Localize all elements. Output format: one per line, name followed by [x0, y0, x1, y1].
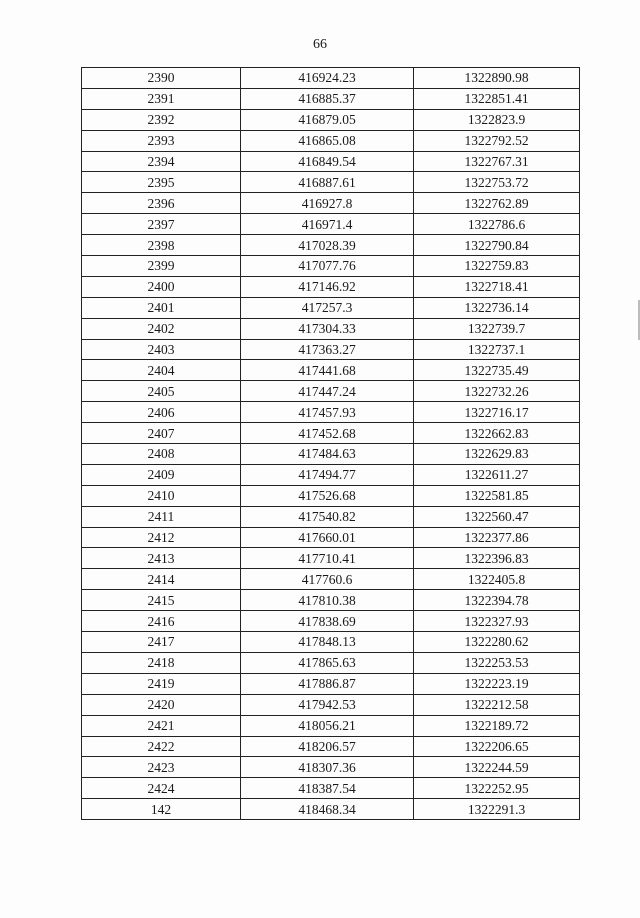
- y-coordinate-cell: 1322581.85: [414, 485, 580, 506]
- x-coordinate-cell: 417257.3: [241, 297, 414, 318]
- table-row: [82, 569, 580, 590]
- table-row: [82, 318, 580, 339]
- x-coordinate-cell: 417077.76: [241, 256, 414, 277]
- point-id-cell: 2414: [82, 569, 241, 590]
- x-coordinate-cell: 417810.38: [241, 590, 414, 611]
- x-coordinate-cell: 416927.8: [241, 193, 414, 214]
- point-id-cell: 2411: [82, 506, 241, 527]
- point-id-cell: 2416: [82, 611, 241, 632]
- point-id-cell: 2422: [82, 736, 241, 757]
- x-coordinate-cell: 417447.24: [241, 381, 414, 402]
- y-coordinate-cell: 1322327.93: [414, 611, 580, 632]
- table-row: [82, 297, 580, 318]
- y-coordinate-cell: 1322253.53: [414, 652, 580, 673]
- point-id-cell: 2406: [82, 402, 241, 423]
- table-row: [82, 632, 580, 653]
- point-id-cell: 2420: [82, 694, 241, 715]
- x-coordinate-cell: 417457.93: [241, 402, 414, 423]
- table-row: [82, 778, 580, 799]
- table-row: [82, 402, 580, 423]
- table-row: [82, 527, 580, 548]
- y-coordinate-cell: 1322762.89: [414, 193, 580, 214]
- point-id-cell: 2409: [82, 464, 241, 485]
- point-id-cell: 2393: [82, 130, 241, 151]
- y-coordinate-cell: 1322790.84: [414, 235, 580, 256]
- x-coordinate-cell: 416971.4: [241, 214, 414, 235]
- table-row: [82, 339, 580, 360]
- x-coordinate-cell: 417028.39: [241, 235, 414, 256]
- x-coordinate-cell: 416879.05: [241, 109, 414, 130]
- point-id-cell: 142: [82, 799, 241, 820]
- y-coordinate-cell: 1322786.6: [414, 214, 580, 235]
- y-coordinate-cell: 1322792.52: [414, 130, 580, 151]
- y-coordinate-cell: 1322890.98: [414, 68, 580, 89]
- x-coordinate-cell: 417942.53: [241, 694, 414, 715]
- point-id-cell: 2394: [82, 151, 241, 172]
- point-id-cell: 2403: [82, 339, 241, 360]
- table-row: [82, 109, 580, 130]
- x-coordinate-cell: 418056.21: [241, 715, 414, 736]
- y-coordinate-cell: 1322662.83: [414, 423, 580, 444]
- y-coordinate-cell: 1322737.1: [414, 339, 580, 360]
- y-coordinate-cell: 1322753.72: [414, 172, 580, 193]
- table-row: [82, 611, 580, 632]
- point-id-cell: 2396: [82, 193, 241, 214]
- table-row: [82, 88, 580, 109]
- coordinate-table-body: [82, 68, 580, 820]
- x-coordinate-cell: 418307.36: [241, 757, 414, 778]
- y-coordinate-cell: 1322629.83: [414, 444, 580, 465]
- y-coordinate-cell: 1322823.9: [414, 109, 580, 130]
- y-coordinate-cell: 1322280.62: [414, 632, 580, 653]
- x-coordinate-cell: 417760.6: [241, 569, 414, 590]
- table-row: [82, 444, 580, 465]
- point-id-cell: 2405: [82, 381, 241, 402]
- table-row: [82, 715, 580, 736]
- y-coordinate-cell: 1322739.7: [414, 318, 580, 339]
- point-id-cell: 2413: [82, 548, 241, 569]
- x-coordinate-cell: 417441.68: [241, 360, 414, 381]
- point-id-cell: 2410: [82, 485, 241, 506]
- y-coordinate-cell: 1322405.8: [414, 569, 580, 590]
- x-coordinate-cell: 417660.01: [241, 527, 414, 548]
- table-row: [82, 381, 580, 402]
- table-row: [82, 193, 580, 214]
- x-coordinate-cell: 418206.57: [241, 736, 414, 757]
- point-id-cell: 2423: [82, 757, 241, 778]
- table-row: [82, 130, 580, 151]
- x-coordinate-cell: 417452.68: [241, 423, 414, 444]
- x-coordinate-cell: 417865.63: [241, 652, 414, 673]
- table-row: [82, 799, 580, 820]
- table-row: [82, 757, 580, 778]
- point-id-cell: 2390: [82, 68, 241, 89]
- table-row: [82, 652, 580, 673]
- y-coordinate-cell: 1322244.59: [414, 757, 580, 778]
- y-coordinate-cell: 1322394.78: [414, 590, 580, 611]
- table-row: [82, 256, 580, 277]
- x-coordinate-cell: 417848.13: [241, 632, 414, 653]
- table-row: [82, 172, 580, 193]
- x-coordinate-cell: 417484.63: [241, 444, 414, 465]
- point-id-cell: 2401: [82, 297, 241, 318]
- point-id-cell: 2412: [82, 527, 241, 548]
- point-id-cell: 2415: [82, 590, 241, 611]
- y-coordinate-cell: 1322736.14: [414, 297, 580, 318]
- table-row: [82, 214, 580, 235]
- table-row: [82, 548, 580, 569]
- y-coordinate-cell: 1322396.83: [414, 548, 580, 569]
- x-coordinate-cell: 416865.08: [241, 130, 414, 151]
- point-id-cell: 2417: [82, 632, 241, 653]
- x-coordinate-cell: 417304.33: [241, 318, 414, 339]
- point-id-cell: 2395: [82, 172, 241, 193]
- point-id-cell: 2399: [82, 256, 241, 277]
- table-row: [82, 506, 580, 527]
- y-coordinate-cell: 1322377.86: [414, 527, 580, 548]
- x-coordinate-cell: 418468.34: [241, 799, 414, 820]
- y-coordinate-cell: 1322206.65: [414, 736, 580, 757]
- table-row: [82, 423, 580, 444]
- point-id-cell: 2418: [82, 652, 241, 673]
- x-coordinate-cell: 417886.87: [241, 673, 414, 694]
- x-coordinate-cell: 417526.68: [241, 485, 414, 506]
- y-coordinate-cell: 1322189.72: [414, 715, 580, 736]
- point-id-cell: 2397: [82, 214, 241, 235]
- point-id-cell: 2392: [82, 109, 241, 130]
- table-row: [82, 694, 580, 715]
- y-coordinate-cell: 1322223.19: [414, 673, 580, 694]
- x-coordinate-cell: 416849.54: [241, 151, 414, 172]
- y-coordinate-cell: 1322767.31: [414, 151, 580, 172]
- x-coordinate-cell: 417838.69: [241, 611, 414, 632]
- x-coordinate-cell: 418387.54: [241, 778, 414, 799]
- table-row: [82, 68, 580, 89]
- x-coordinate-cell: 417363.27: [241, 339, 414, 360]
- point-id-cell: 2424: [82, 778, 241, 799]
- y-coordinate-cell: 1322735.49: [414, 360, 580, 381]
- page-number: 66: [313, 37, 327, 52]
- point-id-cell: 2404: [82, 360, 241, 381]
- table-row: [82, 235, 580, 256]
- y-coordinate-cell: 1322212.58: [414, 694, 580, 715]
- x-coordinate-cell: 417540.82: [241, 506, 414, 527]
- x-coordinate-cell: 416924.23: [241, 68, 414, 89]
- coordinate-table: [81, 67, 580, 820]
- table-row: [82, 590, 580, 611]
- point-id-cell: 2407: [82, 423, 241, 444]
- point-id-cell: 2421: [82, 715, 241, 736]
- point-id-cell: 2419: [82, 673, 241, 694]
- x-coordinate-cell: 417710.41: [241, 548, 414, 569]
- table-row: [82, 360, 580, 381]
- point-id-cell: 2391: [82, 88, 241, 109]
- x-coordinate-cell: 416887.61: [241, 172, 414, 193]
- table-row: [82, 151, 580, 172]
- table-row: [82, 276, 580, 297]
- y-coordinate-cell: 1322611.27: [414, 464, 580, 485]
- table-row: [82, 736, 580, 757]
- point-id-cell: 2398: [82, 235, 241, 256]
- y-coordinate-cell: 1322291.3: [414, 799, 580, 820]
- point-id-cell: 2402: [82, 318, 241, 339]
- y-coordinate-cell: 1322560.47: [414, 506, 580, 527]
- y-coordinate-cell: 1322252.95: [414, 778, 580, 799]
- y-coordinate-cell: 1322759.83: [414, 256, 580, 277]
- table-row: [82, 673, 580, 694]
- y-coordinate-cell: 1322718.41: [414, 276, 580, 297]
- point-id-cell: 2408: [82, 444, 241, 465]
- x-coordinate-cell: 416885.37: [241, 88, 414, 109]
- table-row: [82, 485, 580, 506]
- y-coordinate-cell: 1322851.41: [414, 88, 580, 109]
- point-id-cell: 2400: [82, 276, 241, 297]
- x-coordinate-cell: 417146.92: [241, 276, 414, 297]
- table-row: [82, 464, 580, 485]
- y-coordinate-cell: 1322732.26: [414, 381, 580, 402]
- y-coordinate-cell: 1322716.17: [414, 402, 580, 423]
- x-coordinate-cell: 417494.77: [241, 464, 414, 485]
